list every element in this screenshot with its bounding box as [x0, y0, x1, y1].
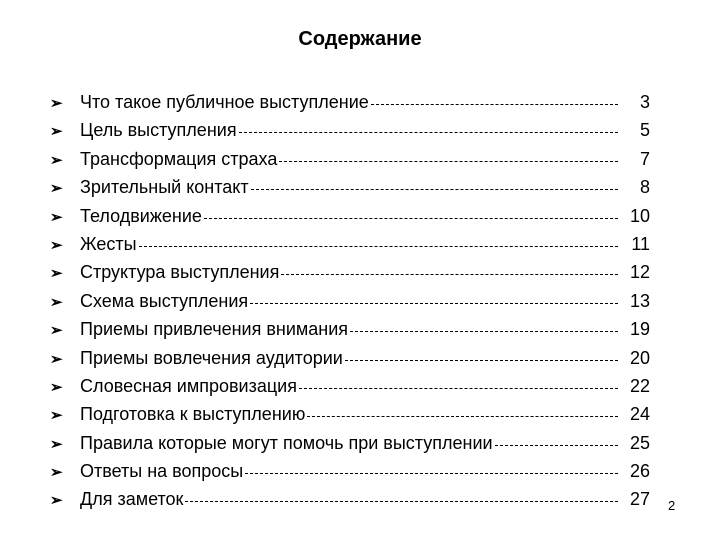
arrow-bullet-icon: ➢: [50, 492, 63, 510]
toc-item: [50, 88, 650, 116]
arrow-bullet-icon: ➢: [50, 464, 63, 482]
toc-item-label: Телодвижение: [80, 205, 202, 226]
dotted-leader: [185, 501, 618, 502]
dotted-leader: [239, 132, 618, 133]
toc-item: [50, 145, 650, 173]
toc-item: [50, 485, 650, 513]
dotted-leader: [495, 445, 618, 446]
toc-item: [50, 344, 650, 372]
dotted-leader: [245, 473, 618, 474]
toc-item-label: Цель выступления: [80, 120, 237, 141]
toc-item-page: 3: [639, 92, 650, 112]
toc-item-page: 25: [629, 432, 650, 453]
toc-item-label: Для заметок: [80, 489, 184, 510]
dotted-leader: [251, 189, 618, 190]
toc-item-page: 26: [629, 461, 650, 482]
table-of-contents: [50, 88, 650, 514]
toc-item-label: Что такое публичное выступление: [80, 92, 369, 112]
arrow-bullet-icon: ➢: [50, 293, 63, 311]
arrow-bullet-icon: ➢: [50, 322, 63, 340]
toc-item-page: 8: [639, 177, 650, 198]
dotted-leader: [279, 161, 618, 162]
toc-item-page: 7: [639, 148, 650, 169]
toc-item-page: 10: [629, 205, 650, 226]
arrow-bullet-icon: ➢: [50, 435, 63, 453]
dotted-leader: [350, 331, 618, 332]
dotted-leader: [250, 303, 618, 304]
dotted-leader: [371, 104, 618, 105]
toc-item-page: 13: [629, 290, 650, 311]
toc-item: [50, 287, 650, 315]
dotted-leader: [281, 274, 618, 275]
toc-item: [50, 116, 650, 144]
toc-item-label: Трансформация страха: [80, 148, 278, 169]
arrow-bullet-icon: ➢: [50, 378, 63, 396]
toc-item-page: 19: [629, 319, 650, 340]
arrow-bullet-icon: ➢: [50, 151, 63, 169]
arrow-bullet-icon: ➢: [50, 236, 63, 254]
arrow-bullet-icon: ➢: [50, 265, 63, 283]
toc-item: [50, 372, 650, 400]
toc-item-label: Схема выступления: [80, 290, 249, 311]
toc-item-page: 24: [629, 404, 650, 425]
toc-item-label: Подготовка к выступлению: [80, 404, 306, 425]
toc-item-label: Приемы вовлечения аудитории: [80, 347, 343, 368]
arrow-bullet-icon: ➢: [50, 95, 63, 112]
toc-item: [50, 429, 650, 457]
toc-item-page: 12: [629, 262, 650, 283]
toc-item-label: Приемы привлечения внимания: [80, 319, 349, 340]
page-title: Содержание: [298, 28, 422, 50]
toc-item: [50, 315, 650, 343]
toc-item-label: Структура выступления: [80, 262, 280, 283]
toc-item-page: 20: [629, 347, 650, 368]
toc-item: [50, 230, 650, 258]
toc-item: [50, 258, 650, 286]
toc-item: [50, 457, 650, 485]
dotted-leader: [299, 388, 618, 389]
dotted-leader: [345, 360, 618, 361]
arrow-bullet-icon: ➢: [50, 123, 63, 141]
arrow-bullet-icon: ➢: [50, 180, 63, 198]
slide-number: 2: [668, 498, 676, 513]
toc-item-label: Зрительный контакт: [80, 177, 249, 198]
toc-item-page: 5: [639, 120, 650, 141]
toc-item-page: 27: [629, 489, 650, 510]
dotted-leader: [139, 246, 618, 247]
arrow-bullet-icon: ➢: [50, 208, 63, 226]
toc-item: [50, 202, 650, 230]
toc-item-label: Жесты: [80, 233, 137, 254]
toc-item-label: Ответы на вопросы: [80, 461, 244, 482]
dotted-leader: [307, 416, 618, 417]
toc-item-label: Словесная импровизация: [80, 375, 297, 396]
toc-item-label: Правила которые могут помочь при выступлении: [80, 432, 493, 453]
toc-item-page: 22: [629, 375, 650, 396]
toc-item: [50, 400, 650, 428]
arrow-bullet-icon: ➢: [50, 350, 63, 368]
toc-item: [50, 173, 650, 201]
arrow-bullet-icon: ➢: [50, 407, 63, 425]
toc-item-page: 11: [631, 233, 650, 254]
dotted-leader: [204, 218, 618, 219]
